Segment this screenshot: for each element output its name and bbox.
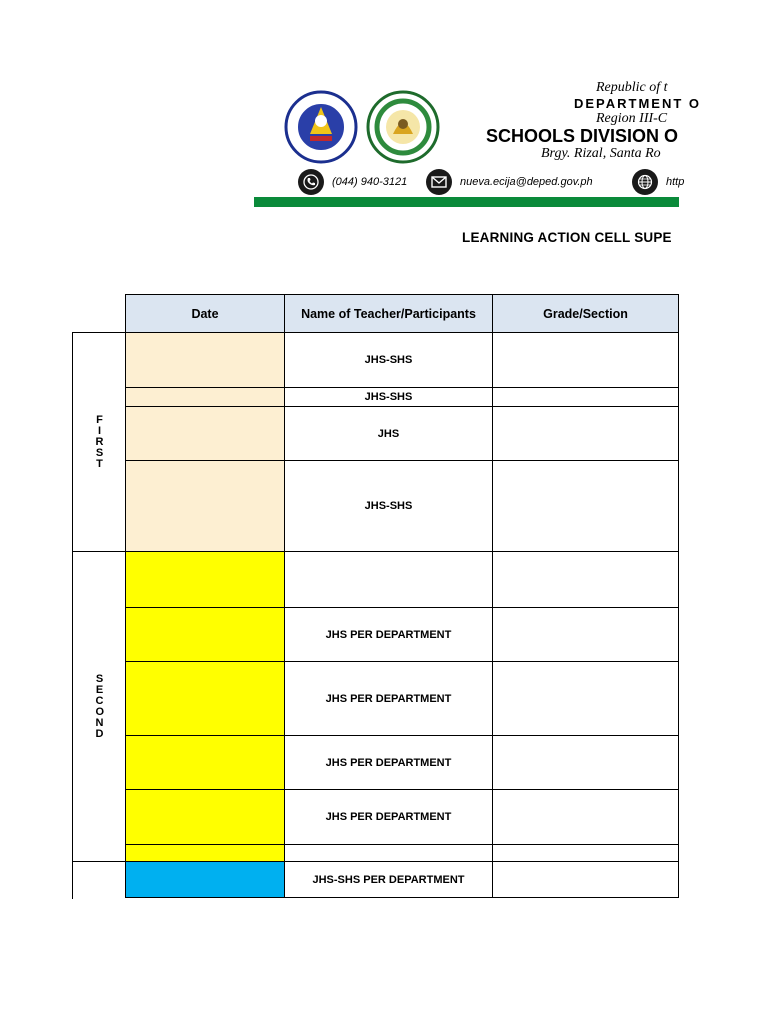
- table-row-participants: JHS-SHS: [284, 332, 493, 388]
- division-name: SCHOOLS DIVISION O: [486, 126, 679, 146]
- table-row-date: [125, 789, 285, 845]
- quarter-third-label: [72, 861, 126, 899]
- table-row-grade: [492, 861, 679, 898]
- table-row-grade: [492, 661, 679, 736]
- table-row-date: [125, 551, 285, 608]
- quarter-first-label: FIRST: [72, 332, 126, 552]
- table-row-participants: [284, 844, 493, 862]
- phone-number: (044) 940-3121: [332, 176, 408, 188]
- table-row-participants: JHS PER DEPARTMENT: [284, 607, 493, 662]
- table-row-date: [125, 460, 285, 552]
- table-row-date: [125, 661, 285, 736]
- table-row-participants: [284, 551, 493, 608]
- table-row-grade: [492, 551, 679, 608]
- quarter-second-label: SECOND: [72, 551, 126, 862]
- table-row-grade: [492, 844, 679, 862]
- email-address: nueva.ecija@deped.gov.ph: [460, 176, 593, 188]
- address-line: Brgy. Rizal, Santa Ro: [541, 146, 661, 161]
- table-row-participants: JHS PER DEPARTMENT: [284, 661, 493, 736]
- republic-line: Republic of t: [596, 80, 668, 95]
- table-row-participants: JHS-SHS: [284, 387, 493, 407]
- table-row-participants: JHS PER DEPARTMENT: [284, 789, 493, 845]
- table-row-date: [125, 406, 285, 461]
- table-row-grade: [492, 406, 679, 461]
- table-row-participants: JHS: [284, 406, 493, 461]
- table-row-participants: JHS-SHS: [284, 460, 493, 552]
- table-row-date: [125, 607, 285, 662]
- table-row-grade: [492, 460, 679, 552]
- table-row-date: [125, 735, 285, 790]
- department-line: DEPARTMENT O: [574, 96, 702, 111]
- table-row-grade: [492, 332, 679, 388]
- table-row-date: [125, 861, 285, 898]
- table-row-participants: JHS-SHS PER DEPARTMENT: [284, 861, 493, 898]
- table-row-date: [125, 844, 285, 862]
- table-row-date: [125, 332, 285, 388]
- document-title: LEARNING ACTION CELL SUPE: [462, 230, 672, 245]
- table-row-grade: [492, 607, 679, 662]
- table-row-date: [125, 387, 285, 407]
- table-row-grade: [492, 735, 679, 790]
- header-grade-section: Grade/Section: [492, 294, 679, 333]
- website-url: http: [666, 176, 685, 188]
- header-participants: Name of Teacher/Participants: [284, 294, 493, 333]
- table-row-participants: JHS PER DEPARTMENT: [284, 735, 493, 790]
- table-row-grade: [492, 387, 679, 407]
- table-row-grade: [492, 789, 679, 845]
- region-line: Region III-C: [596, 111, 668, 126]
- header-date: Date: [125, 294, 285, 333]
